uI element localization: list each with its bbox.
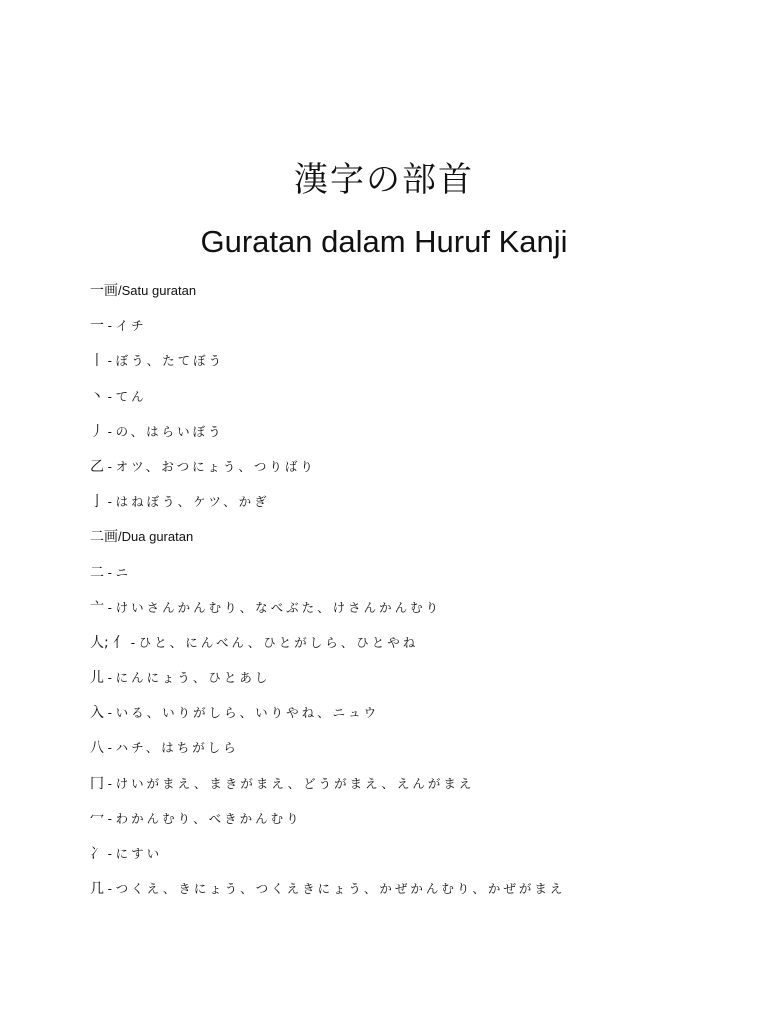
separator: - [104,458,116,474]
radical-reading: オツ、おつにょう、つりばり [115,458,316,474]
radical-entry [90,598,730,633]
separator: - [104,775,116,791]
separator: - [104,670,116,686]
radical-character: 冖 [90,810,104,827]
radical-character: 几 [90,881,104,898]
separator: - [104,494,116,510]
separator: - [104,810,116,826]
separator: - [104,423,116,439]
radical-reading: ニ [115,564,132,580]
radical-entry [90,492,730,527]
section-heading [90,527,730,562]
section-label: Satu guratan [121,283,197,298]
separator: - [104,705,116,721]
radical-reading: つくえ、きにょう、つくえきにょう、かぜかんむり、かぜがまえ [115,881,566,897]
radical-reading: の、はらいぼう [115,423,224,439]
radical-entry [90,844,730,879]
separator: / [118,529,122,545]
radical-entry [90,809,730,844]
radical-reading: にすい [115,846,163,861]
separator: - [104,881,116,897]
radical-character: 冫 [90,846,104,862]
separator: - [104,388,116,404]
radical-entry [90,457,730,492]
radical-entry [90,387,730,422]
separator: - [104,740,116,756]
radical-character: 二 [90,564,104,581]
radical-reading: イチ [115,318,147,334]
radical-reading: てん [115,388,147,404]
radical-reading: いる、いりがしら、いりやね、ニュウ [115,705,380,721]
section-heading [90,281,730,316]
separator: - [104,318,116,334]
radical-character: 儿 [90,670,104,687]
radical-entry [90,879,730,914]
radical-reading: ぼう、たてぼう [115,353,225,369]
radical-entry [90,316,730,351]
radical-reading: ひと、にんべん、ひとがしら、ひとやね [138,634,419,650]
radical-entry [90,351,730,386]
radical-character: 八 [90,740,104,757]
separator: - [104,353,116,369]
radical-character: 人; 亻 [90,634,128,651]
radical-character: 乙 [90,458,104,475]
radical-character: 丿 [90,423,104,440]
radical-character: 亅 [90,494,104,511]
separator: - [127,634,139,650]
radical-character: 二画 [90,529,118,546]
radical-character: 一 [90,318,104,335]
radical-entry [90,563,730,598]
radical-entry [90,668,730,703]
radical-character: 亠 [90,599,104,616]
radical-character: 冂 [90,775,104,792]
radical-reading: にんにょう、ひとあし [115,670,271,686]
separator: - [104,564,116,580]
radical-entry [90,774,730,809]
radical-entry [90,738,730,773]
radical-reading: わかんむり、べきかんむり [115,810,302,826]
section-label: Dua guratan [121,529,194,545]
radical-character: 入 [90,705,104,722]
separator: / [118,283,122,298]
radical-reading: ハチ、はちがしら [115,740,239,756]
page-title-indonesian: Guratan dalam Huruf Kanji [200,224,568,259]
radical-entry [90,703,730,738]
radical-character: 一画 [90,283,118,299]
separator: - [104,846,116,861]
separator: - [104,599,116,615]
page-title-japanese: 漢字の部首 [294,160,474,200]
radical-list [90,281,730,914]
radical-character: 丨 [90,353,104,370]
radical-reading: けいさんかんむり、なべぶた、けさんかんむり [115,599,442,615]
radical-entry [90,633,730,668]
radical-entry [90,422,730,457]
radical-character: 丶 [90,388,104,405]
radical-reading: けいがまえ、まきがまえ、どうがまえ、えんがまえ [115,775,475,791]
radical-reading: はねぼう、ケツ、かぎ [115,494,270,510]
